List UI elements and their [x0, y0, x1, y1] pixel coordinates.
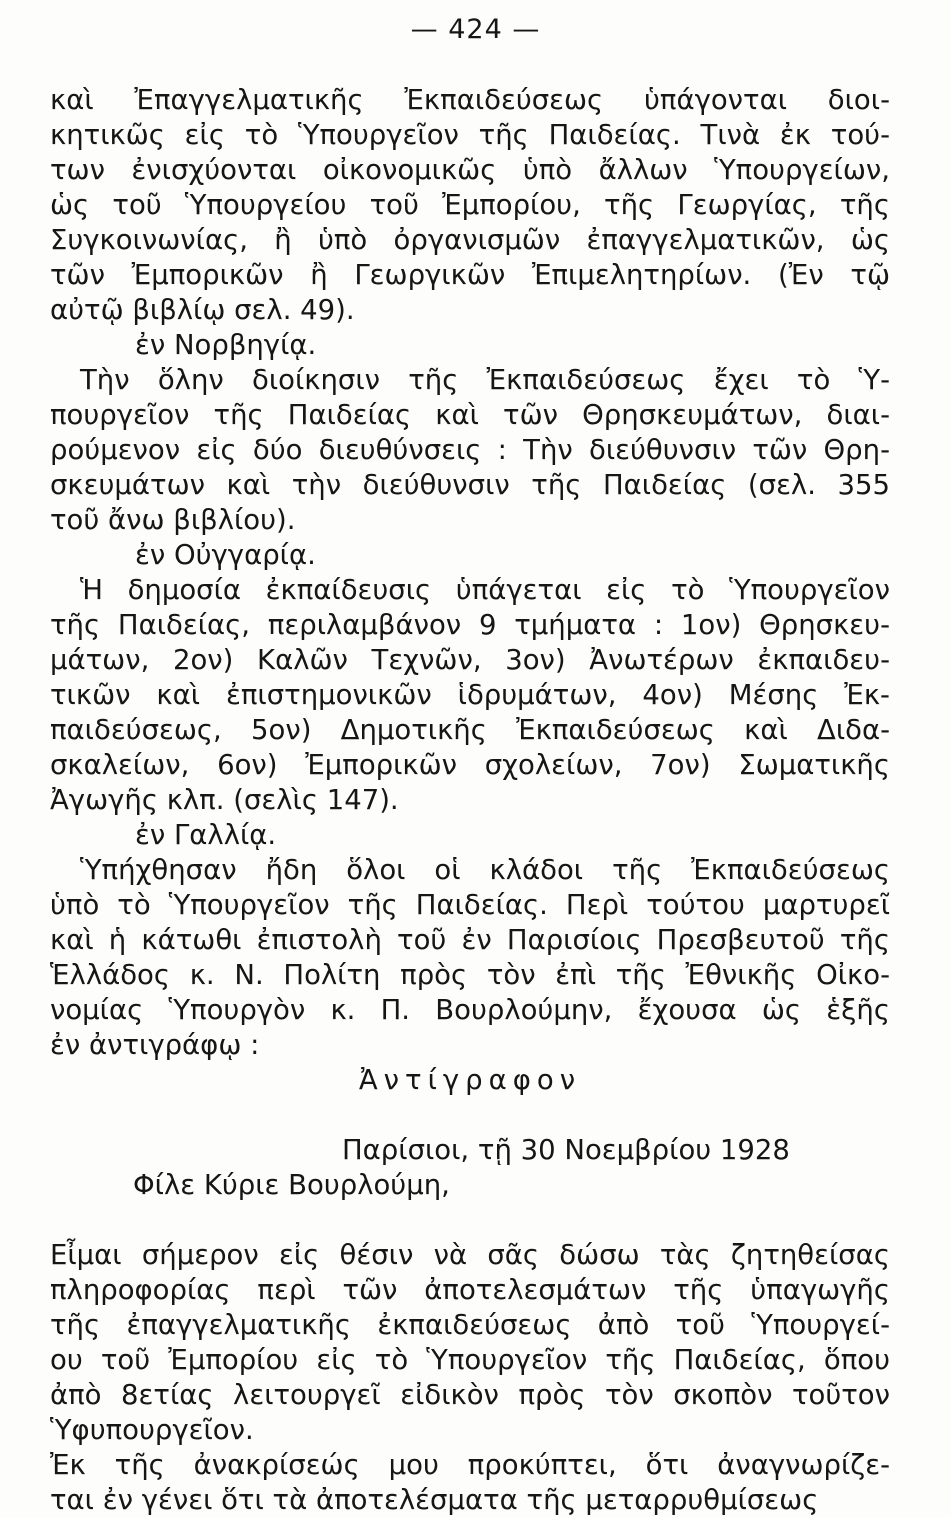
text-line-25: καὶ ἡ κάτωθι ἐπιστολὴ τοῦ ἐν Παρισίοις Πρεσβευτοῦ τῆς: [50, 924, 890, 956]
text-line-4: ὡς τοῦ Ὑπουργείου τοῦ Ἐμπορίου, τῆς Γεωργίας, τῆς: [50, 189, 890, 221]
letter-date: Παρίσιοι, τῇ 30 Νοεμβρίου 1928: [342, 1134, 790, 1166]
text-line-24: ὑπὸ τὸ Ὑπουργεῖον τῆς Παιδείας. Περὶ τούτου μαρτυρεῖ: [50, 889, 890, 921]
letter-salutation: Φίλε Κύριε Βουρλούμη,: [133, 1169, 450, 1201]
text-line-23: Ὑπήχθησαν ἤδη ὅλοι οἱ κλάδοι τῆς Ἐκπαιδεύσεως: [80, 854, 890, 886]
text-line-2: κητικῶς εἰς τὸ Ὑπουργεῖον τῆς Παιδείας. Τινὰ ἐκ τού-: [50, 119, 890, 151]
text-line-9: Τὴν ὅλην διοίκησιν τῆς Ἐκπαιδεύσεως ἔχει τὸ Ὑ-: [80, 364, 890, 396]
text-line-34: τῆς ἐπαγγελματικῆς ἐκπαιδεύσεως ἀπὸ τοῦ Ὑπουργεί-: [50, 1309, 890, 1341]
text-line-21: Ἀγωγῆς κλπ. (σελὶς 147).: [50, 784, 399, 816]
text-line-16: τῆς Παιδείας, περιλαμβάνον 9 τμήματα : 1ον) Θρησκευ-: [50, 609, 890, 641]
text-line-1: καὶ Ἐπαγγελματικῆς Ἐκπαιδεύσεως ὑπάγονται διοι-: [50, 84, 890, 116]
text-line-5: Συγκοινωνίας, ἢ ὑπὸ ὀργανισμῶν ἐπαγγελματικῶν, ὡς: [50, 224, 890, 256]
text-line-39: ται ἐν γένει ὅτι τὰ ἀποτελέσματα τῆς μεταρρυθμίσεως: [50, 1484, 819, 1516]
text-line-20: σκαλείων, 6ον) Ἐμπορικῶν σχολείων, 7ον) Σωματικῆς: [50, 749, 890, 781]
text-line-18: τικῶν καὶ ἐπιστημονικῶν ἱδρυμάτων, 4ον) Μέσης Ἐκ-: [50, 679, 890, 711]
text-line-35: ου τοῦ Ἐμπορίου εἰς τὸ Ὑπουργεῖον τῆς Παιδείας, ὅπου: [50, 1344, 890, 1376]
text-line-7: αὐτῷ βιβλίῳ σελ. 49).: [50, 294, 355, 326]
text-line-6: τῶν Ἐμπορικῶν ἢ Γεωργικῶν Ἐπιμελητηρίων. (Ἐν τῷ: [50, 259, 890, 291]
text-line-11: ρούμενον εἰς δύο διευθύνσεις : Τὴν διεύθυνσιν τῶν Θρη-: [50, 434, 890, 466]
text-line-10: πουργεῖον τῆς Παιδείας καὶ τῶν Θρησκευμάτων, διαι-: [50, 399, 890, 431]
text-line-17: μάτων, 2ον) Καλῶν Τεχνῶν, 3ον) Ἀνωτέρων ἐκπαιδευ-: [50, 644, 890, 676]
text-line-12: σκευμάτων καὶ τὴν διεύθυνσιν τῆς Παιδείας (σελ. 355: [50, 469, 890, 501]
text-line-15: Ἡ δημοσία ἐκπαίδευσις ὑπάγεται εἰς τὸ Ὑπουργεῖον: [80, 574, 890, 606]
text-line-33: πληροφορίας περὶ τῶν ἀποτελεσμάτων τῆς ὑπαγωγῆς: [50, 1274, 890, 1306]
text-line-27: νομίας Ὑπουργὸν κ. Π. Βουρλούμην, ἔχουσα ὡς ἑξῆς: [50, 994, 890, 1026]
text-line-32: Εἶμαι σήμερον εἰς θέσιν νὰ σᾶς δώσω τὰς ζητηθείσας: [50, 1239, 890, 1271]
copy-heading: Ἀντίγραφον: [358, 1064, 582, 1096]
text-line-13: τοῦ ἄνω βιβλίου).: [50, 504, 296, 536]
text-line-36: ἀπὸ 8ετίας λειτουργεῖ εἰδικὸν πρὸς τὸν σκοπὸν τοῦτον: [50, 1379, 890, 1411]
section-heading-hungary: ἐν Οὐγγαρίᾳ.: [135, 539, 316, 571]
text-line-37: Ὑφυπουργεῖον.: [50, 1414, 254, 1446]
page-number: — 424 —: [410, 14, 541, 45]
text-line-38: Ἐκ τῆς ἀνακρίσεώς μου προκύπτει, ὅτι ἀναγνωρίζε-: [50, 1449, 890, 1481]
section-heading-france: ἐν Γαλλίᾳ.: [135, 819, 277, 851]
text-line-28: ἐν ἀντιγράφῳ :: [50, 1029, 260, 1061]
text-line-19: παιδεύσεως, 5ον) Δημοτικῆς Ἐκπαιδεύσεως καὶ Διδα-: [50, 714, 890, 746]
section-heading-norway: ἐν Νορβηγίᾳ.: [135, 329, 317, 361]
text-line-3: των ἐνισχύονται οἰκονομικῶς ὑπὸ ἄλλων Ὑπουργείων,: [50, 154, 890, 186]
text-line-26: Ἑλλάδος κ. Ν. Πολίτη πρὸς τὸν ἐπὶ τῆς Ἐθνικῆς Οἰκο-: [50, 959, 890, 991]
